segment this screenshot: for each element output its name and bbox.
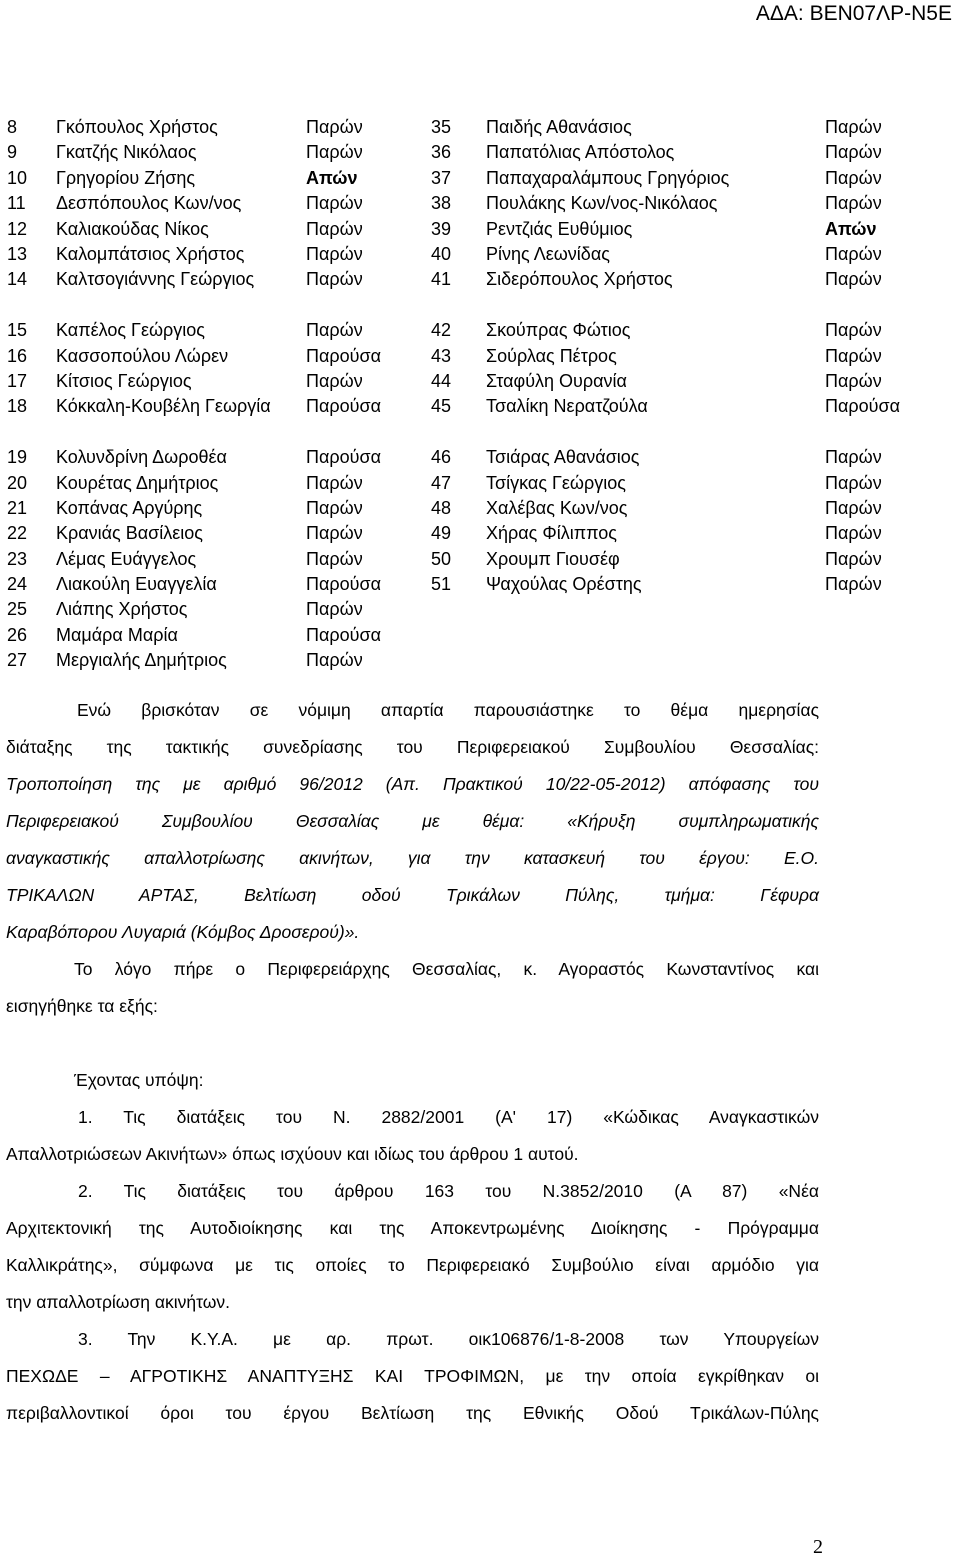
ada-code: ΑΔΑ: ΒΕΝ07ΛΡ-Ν5Ε xyxy=(755,2,952,25)
attendance-row xyxy=(0,267,420,318)
attendance-row xyxy=(420,267,960,318)
member-name: Παιδής Αθανάσιος xyxy=(486,117,632,137)
attendance-status: Παρών xyxy=(306,599,363,620)
attendance-status: Παρών xyxy=(306,218,363,239)
attendance-status: Απών xyxy=(306,167,358,188)
attendance-row xyxy=(420,242,960,267)
member-number: 45 xyxy=(431,396,452,417)
attendance-status: Παρών xyxy=(825,345,882,366)
attendance-row xyxy=(0,191,420,216)
member-name: Πουλάκης Κων/νος-Νικόλαος xyxy=(486,193,718,214)
attendance-row xyxy=(0,140,420,165)
member-name: Παπαχαραλάμπους Γρηγόριος xyxy=(486,167,730,188)
member-name: Κόκκαλη-Κουβέλη Γεωργία xyxy=(56,396,271,417)
member-number: 37 xyxy=(431,167,452,188)
attendance-status: Παρούσα xyxy=(306,396,382,417)
member-number: 47 xyxy=(431,472,452,493)
text-line: Απαλλοτριώσεων Ακινήτων» όπως ισχύουν και ιδίως του άρθρου 1 αυτού. xyxy=(6,1144,579,1164)
attendance-row xyxy=(0,115,420,140)
attendance-status: Παρών xyxy=(825,167,882,188)
member-name: Σταφύλη Ουρανία xyxy=(486,370,627,391)
agenda-paragraph xyxy=(6,692,819,951)
member-number: 9 xyxy=(7,142,18,163)
attendance-row xyxy=(420,166,960,191)
text-line: διάταξης της τακτικής συνεδρίασης του Περιφερειακού Συμβουλίου Θεσσαλίας: xyxy=(6,737,819,757)
attendance-row xyxy=(420,318,960,343)
member-name: Μαμάρα Μαρία xyxy=(56,624,178,645)
attendance-row xyxy=(0,318,420,343)
attendance-row xyxy=(420,572,960,597)
member-name: Ρίνης Λεωνίδας xyxy=(486,243,610,264)
attendance-row xyxy=(0,344,420,369)
member-name: Κολυνδρίνη Δωροθέα xyxy=(56,447,227,468)
attendance-status: Παρούσα xyxy=(306,345,382,366)
member-number: 13 xyxy=(7,243,28,264)
member-name: Σιδερόπουλος Χρήστος xyxy=(486,269,673,290)
member-number: 40 xyxy=(431,243,452,264)
member-number: 26 xyxy=(7,624,28,645)
member-name: Λιάπης Χρήστος xyxy=(56,599,188,620)
attendance-status: Απών xyxy=(825,218,877,239)
attendance-status: Παρών xyxy=(306,193,363,214)
member-name: Χρουμπ Γιουσέφ xyxy=(486,548,620,569)
text-line: ΤΡΙΚΑΛΩΝ ΑΡΤΑΣ, Βελτίωση οδού Τρικάλων Πύλης, τμήμα: Γέφυρα xyxy=(6,885,819,905)
member-number: 36 xyxy=(431,142,452,163)
attendance-status: Παρών xyxy=(825,447,882,468)
member-name: Λιακούλη Ευαγγελία xyxy=(56,574,217,595)
attendance-row xyxy=(420,445,960,470)
member-number: 21 xyxy=(7,497,28,518)
member-number: 49 xyxy=(431,523,452,544)
attendance-row xyxy=(420,547,960,572)
attendance-status: Παρών xyxy=(825,523,882,544)
member-name: Τσαλίκη Νερατζούλα xyxy=(486,396,648,417)
attendance-row xyxy=(0,521,420,546)
member-number: 25 xyxy=(7,599,28,620)
member-name: Δεσπόπουλος Κων/νος xyxy=(56,193,242,214)
member-number: 41 xyxy=(431,269,452,290)
member-number: 46 xyxy=(431,447,452,468)
member-name: Κρανιάς Βασίλειος xyxy=(56,523,203,544)
attendance-row xyxy=(420,394,960,445)
attendance-row xyxy=(0,166,420,191)
member-name: Ρεντζιάς Ευθύμιος xyxy=(486,218,633,239)
attendance-row xyxy=(0,597,420,622)
member-name: Σούρλας Πέτρος xyxy=(486,345,617,366)
attendance-status: Παρών xyxy=(306,472,363,493)
list-item: 1. Τις διατάξεις του Ν. 2882/2001 (Α' 17) «Κώδικας Αναγκαστικών xyxy=(78,1107,819,1127)
member-name: Λέμας Ευάγγελος xyxy=(56,548,197,569)
member-name: Σκούπρας Φώτιος xyxy=(486,320,631,341)
text-line: Περιφερειακού Συμβουλίου Θεσσαλίας με θέμα: «Κήρυξη συμπληρωματικής xyxy=(6,811,819,831)
attendance-status: Παρών xyxy=(306,320,363,341)
attendance-status: Παρούσα xyxy=(825,396,901,417)
attendance-status: Παρών xyxy=(825,193,882,214)
attendance-status: Παρών xyxy=(825,472,882,493)
attendance-status: Παρών xyxy=(306,548,363,569)
member-name: Καλομπάτσιος Χρήστος xyxy=(56,243,245,264)
text-line: εισηγήθηκε τα εξής: xyxy=(6,996,158,1016)
attendance-right-column xyxy=(420,115,960,597)
member-number: 38 xyxy=(431,193,452,214)
attendance-row xyxy=(0,572,420,597)
member-name: Καλιακούδας Νίκος xyxy=(56,218,209,239)
text-line: την απαλλοτρίωση ακινήτων. xyxy=(6,1292,231,1312)
member-name: Κίτσιος Γεώργιος xyxy=(56,370,192,391)
attendance-status: Παρών xyxy=(825,269,882,290)
member-number: 50 xyxy=(431,548,452,569)
text-line: Αρχιτεκτονική της Αυτοδιοίκησης και της Αποκεντρωμένης Διοίκησης - Πρόγραμμα xyxy=(6,1218,819,1238)
attendance-status: Παρών xyxy=(306,117,363,137)
member-name: Χαλέβας Κων/νος xyxy=(486,497,628,518)
attendance-row xyxy=(0,217,420,242)
member-number: 24 xyxy=(7,574,28,595)
text-line: Καραβόπορου Λυγαριά (Κόμβος Δροσερού)». xyxy=(6,922,360,942)
attendance-status: Παρούσα xyxy=(306,447,382,468)
attendance-status: Παρών xyxy=(825,370,882,391)
member-number: 18 xyxy=(7,396,28,417)
member-number: 23 xyxy=(7,548,28,569)
attendance-status: Παρών xyxy=(306,269,363,290)
member-number: 42 xyxy=(431,320,452,341)
text-line: περιβαλλοντικοί όροι του έργου Βελτίωση της Εθνικής Οδού Τρικάλων-Πύλης xyxy=(6,1403,819,1423)
attendance-status: Παρών xyxy=(825,243,882,264)
attendance-row xyxy=(0,496,420,521)
attendance-status: Παρών xyxy=(306,243,363,264)
member-number: 8 xyxy=(7,117,18,137)
attendance-status: Παρών xyxy=(825,548,882,569)
attendance-status: Παρών xyxy=(825,320,882,341)
attendance-row xyxy=(0,445,420,470)
member-number: 10 xyxy=(7,167,28,188)
member-name: Τσίγκας Γεώργιος xyxy=(486,472,626,493)
member-number: 20 xyxy=(7,472,28,493)
member-number: 48 xyxy=(431,497,452,518)
attendance-row xyxy=(420,369,960,394)
attendance-status: Παρών xyxy=(306,497,363,518)
member-number: 16 xyxy=(7,345,28,366)
member-number: 27 xyxy=(7,650,28,671)
attendance-status: Παρών xyxy=(825,574,882,595)
text-line: Ενώ βρισκόταν σε νόμιμη απαρτία παρουσιάστηκε το θέμα ημερησίας xyxy=(77,700,819,720)
page-number: 2 xyxy=(813,1536,823,1558)
member-number: 12 xyxy=(7,218,28,239)
member-number: 14 xyxy=(7,269,28,290)
attendance-status: Παρών xyxy=(306,650,363,671)
attendance-status: Παρών xyxy=(306,523,363,544)
attendance-row xyxy=(420,344,960,369)
member-name: Χήρας Φίλιππος xyxy=(486,523,617,544)
attendance-row xyxy=(0,471,420,496)
attendance-status: Παρών xyxy=(825,142,882,163)
member-number: 51 xyxy=(431,574,452,595)
member-name: Κουρέτας Δημήτριος xyxy=(56,472,219,493)
member-name: Καπέλος Γεώργιος xyxy=(56,320,205,341)
attendance-left-column xyxy=(0,115,420,674)
attendance-row xyxy=(0,369,420,394)
list-item: 3. Την Κ.Υ.Α. με αρ. πρωτ. οικ106876/1-8-2008 των Υπουργείων xyxy=(78,1329,819,1349)
list-item: 2. Τις διατάξεις του άρθρου 163 του Ν.3852/2010 (Α 87) «Νέα xyxy=(78,1181,819,1201)
attendance-row xyxy=(420,191,960,216)
attendance-row xyxy=(420,115,960,140)
member-name: Κοπάνας Αργύρης xyxy=(56,497,203,518)
member-name: Ψαχούλας Ορέστης xyxy=(486,574,642,595)
attendance-row xyxy=(0,547,420,572)
member-number: 39 xyxy=(431,218,452,239)
member-number: 19 xyxy=(7,447,28,468)
member-number: 15 xyxy=(7,320,28,341)
member-number: 11 xyxy=(7,193,26,214)
member-name: Παπατόλιας Απόστολος xyxy=(486,142,675,163)
member-name: Μεργιαλής Δημήτριος xyxy=(56,650,227,671)
text-line: ΠΕΧΩΔΕ – ΑΓΡΟΤΙΚΗΣ ΑΝΑΠΤΥΞΗΣ ΚΑΙ ΤΡΟΦΙΜΩΝ, με την οποία εγκρίθηκαν οι xyxy=(6,1366,819,1386)
considering-heading: Έχοντας υπόψη: xyxy=(74,1070,204,1090)
attendance-row xyxy=(420,217,960,242)
member-name: Κασσοπούλου Λώρεν xyxy=(56,345,229,366)
attendance-row xyxy=(0,648,420,673)
attendance-status: Παρών xyxy=(825,497,882,518)
member-name: Καλτσογιάννης Γεώργιος xyxy=(56,269,255,290)
member-name: Γκόπουλος Χρήστος xyxy=(56,117,218,137)
attendance-row xyxy=(420,140,960,165)
considerations-list xyxy=(6,1099,819,1432)
attendance-status: Παρών xyxy=(306,370,363,391)
member-number: 17 xyxy=(7,370,28,391)
attendance-row xyxy=(420,471,960,496)
attendance-status: Παρών xyxy=(825,117,882,137)
attendance-row xyxy=(420,496,960,521)
member-name: Γρηγορίου Ζήσης xyxy=(56,167,196,188)
member-number: 43 xyxy=(431,345,452,366)
attendance-row xyxy=(0,242,420,267)
member-name: Γκατζής Νικόλαος xyxy=(56,142,197,163)
member-name: Τσιάρας Αθανάσιος xyxy=(486,447,640,468)
text-line: αναγκαστικής απαλλοτρίωσης ακινήτων, για την κατασκευή του έργου: Ε.Ο. xyxy=(6,848,819,868)
attendance-status: Παρών xyxy=(306,142,363,163)
text-line: Τροποποίηση της με αριθμό 96/2012 (Απ. Πρακτικού 10/22-05-2012) απόφασης του xyxy=(6,774,819,794)
attendance-row xyxy=(0,623,420,648)
member-number: 22 xyxy=(7,523,28,544)
member-number: 35 xyxy=(431,117,452,137)
attendance-status: Παρούσα xyxy=(306,574,382,595)
speaker-paragraph xyxy=(6,951,819,1025)
text-line: Καλλικράτης», σύμφωνα με τις οποίες το Περιφερειακό Συμβούλιο είναι αρμόδιο για xyxy=(6,1255,819,1275)
member-number: 44 xyxy=(431,370,452,391)
attendance-status: Παρούσα xyxy=(306,624,382,645)
attendance-row xyxy=(0,394,420,445)
text-line: Το λόγο πήρε ο Περιφερειάρχης Θεσσαλίας, κ. Αγοραστός Κωνσταντίνος και xyxy=(74,959,819,979)
attendance-row xyxy=(420,521,960,546)
